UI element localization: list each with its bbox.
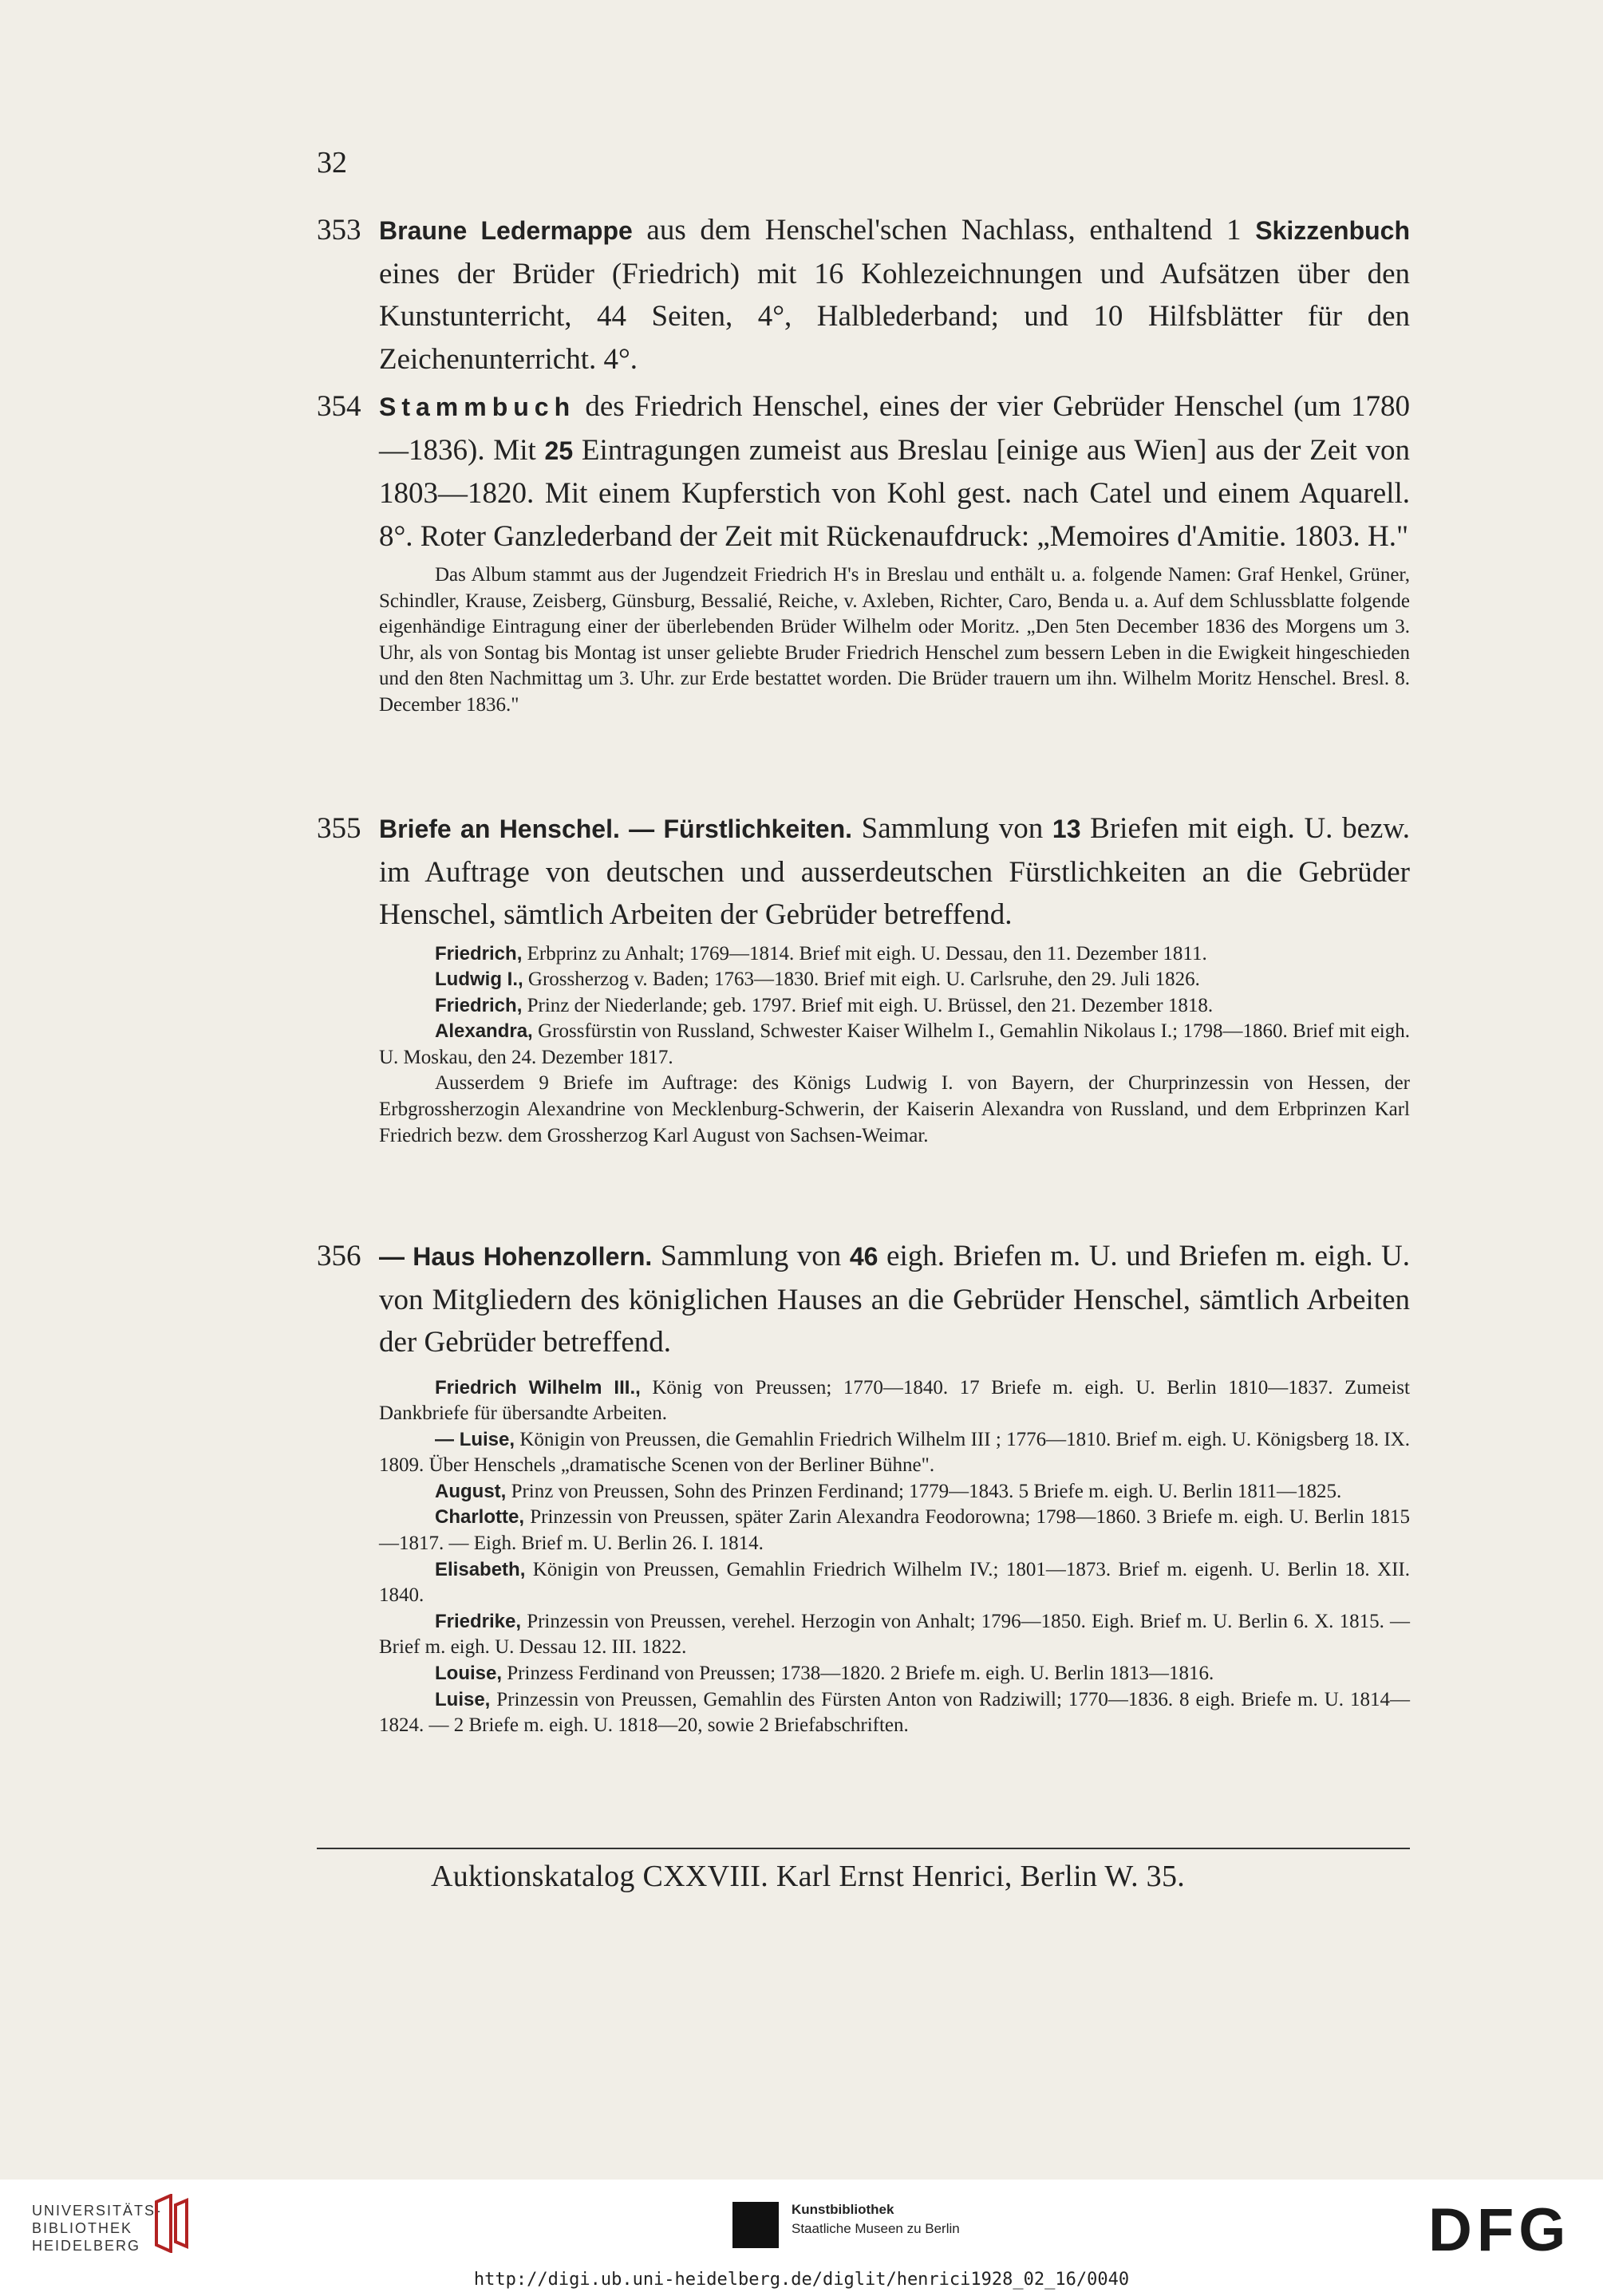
lot-number: 356 xyxy=(317,1240,361,1272)
entry xyxy=(379,1557,1410,1609)
entry-text: Königin von Preussen, Gemahlin Friedrich Wilhelm IV.; 1801—1873. Brief m. eigenh. U. Berlin 18. XII. 1840. xyxy=(379,1558,1410,1607)
lot-354-note xyxy=(317,562,1410,719)
entry xyxy=(379,1019,1410,1071)
lot-body: eines der Brüder (Friedrich) mit 16 Kohlezeichnungen und Aufsätzen über den Kunstunterricht, 44 Seiten, 4°, Halblederband; und 10 Hilfsblätter für den Zeichenunterricht. 4°. xyxy=(379,257,1410,376)
entry xyxy=(379,967,1410,993)
entry-text: Grossfürstin von Russland, Schwester Kaiser Wilhelm I., Gemahlin Nikolaus I.; 1798—1860. Brief mit eigh. U. Moskau, den 24. Dezember 1817. xyxy=(379,1020,1410,1068)
entry-name: Friedrich Wilhelm III., xyxy=(435,1376,641,1399)
lot-body: Eintragungen zumeist aus Breslau [einige aus Wien] aus der Zeit von 1803—1820. Mit einem Kupferstich von Kohl gest. nach Catel und einem Aquarell. 8°. Roter Ganzlederband der Zeit mit Rückenaufdruck: „Memoires d'Amitie. 1803. H." xyxy=(379,433,1410,553)
lot-bold: Skizzenbuch xyxy=(1255,216,1410,245)
kb-subtitle: Staatliche Museen zu Berlin xyxy=(792,2221,960,2236)
ub-line: BIBLIOTHEK xyxy=(32,2220,133,2236)
entry-text: Königin von Preussen, die Gemahlin Friedrich Wilhelm III ; 1776—1810. Brief m. eigh. U. Königsberg 18. IX. 1809. Über Henschels „dramatische Scenen von der Berliner Bühne". xyxy=(379,1428,1410,1477)
kunstbibliothek-logo-icon[interactable] xyxy=(732,2202,779,2248)
entry xyxy=(379,1375,1410,1427)
lot-body: Briefen mit eigh. U. bezw. im Auftrage von deutschen und ausserdeutschen Fürstlichkeiten an die Gebrüder Henschel, sämtlich Arbeiten der Gebrüder betreffend. xyxy=(379,812,1411,931)
entry-name: Ludwig I., xyxy=(435,969,523,991)
entry-name: Alexandra, xyxy=(435,1020,533,1043)
entry xyxy=(379,1687,1410,1739)
entry-name: Friedrike, xyxy=(435,1610,522,1632)
entry xyxy=(379,1609,1410,1661)
ub-line: UNIVERSITÄTS- xyxy=(32,2203,163,2219)
entry-name: August, xyxy=(435,1480,507,1502)
lot-356-text xyxy=(317,1235,1410,1364)
entry-text: Grossherzog v. Baden; 1763—1830. Brief mit eigh. U. Carlsruhe, den 29. Juli 1826. xyxy=(523,969,1200,991)
lot-title: Stammbuch xyxy=(379,393,576,421)
entry xyxy=(379,1071,1410,1149)
lot-bold: 25 xyxy=(544,436,574,465)
entry-text: Prinzessin von Preussen, später Zarin Alexandra Feodorowna; 1798—1860. 3 Briefe m. eigh. U. Berlin 1815—1817. — Eigh. Brief m. U. Berlin 26. I. 1814. xyxy=(379,1506,1410,1555)
lot-353 xyxy=(317,209,1410,381)
dfg-logo[interactable]: DFG xyxy=(1428,2196,1571,2264)
kunstbibliothek-label[interactable] xyxy=(792,2200,960,2239)
lot-355-entries xyxy=(317,941,1410,1150)
lot-title: Briefe an Henschel. — Fürstlichkeiten. xyxy=(379,815,852,843)
entry-name: Louise, xyxy=(435,1663,503,1685)
entry-text: Ausserdem 9 Briefe im Auftrage: des Königs Ludwig I. von Bayern, der Churprinzessin von Hessen, der Erbgrossherzogin Alexandrine von Mecklenburg-Schwerin, der Kaiserin Alexandra von Russland, und dem Erbprinzen Karl Friedrich bezw. dem Grossherzog Karl August von Sachsen-Weimar. xyxy=(379,1072,1410,1146)
kb-title: Kunstbibliothek xyxy=(792,2202,894,2217)
lot-title: — Haus Hohenzollern. xyxy=(379,1242,653,1271)
lot-body: aus dem Henschel'schen Nachlass, enthaltend 1 xyxy=(632,214,1256,247)
entry-name: Friedrich, xyxy=(435,942,523,965)
lot-354-text xyxy=(317,385,1410,558)
catalog-footer: Auktionskatalog CXXVIII. Karl Ernst Henrici, Berlin W. 35. xyxy=(431,1860,1186,1893)
lot-356 xyxy=(317,1235,1410,1739)
lot-354 xyxy=(317,385,1410,719)
lot-body: Sammlung von xyxy=(652,1240,850,1272)
entry-name: Luise, xyxy=(435,1688,491,1710)
note-text: Das Album stammt aus der Jugendzeit Friedrich H's in Breslau und enthält u. a. folgende Namen: Graf Henkel, Grüner, Schindler, Krause, Zeisberg, Günsburg, Bessalié, Reiche, v. Axleben, Richter, Caro, Benda u. a. Auf dem Schlussblatte folgende eigenhändige Eintragung einer der überlebenden Brüder Wilhelm oder Moritz. „Den 5ten December 1836 des Morgens um 3. Uhr, als von Sontag bis Montag ist unser geliebte Bruder Friedrich Henschel zum bessern Leben in die Ewigkeit hingeschieden und den 8ten Nachmittag um 3. Uhr. zur Erde bestattet worden. Die Brüder trauern um ihn. Wilhelm Moritz Henschel. Bresl. 8. December 1836." xyxy=(379,564,1410,716)
lot-body: eigh. Briefen m. U. und Briefen m. eigh. U. von Mitgliedern des königlichen Hauses an die Gebrüder Henschel, sämtlich Arbeiten der Gebrüder betreffend. xyxy=(379,1240,1411,1359)
entry xyxy=(379,1427,1410,1479)
page-number: 32 xyxy=(317,146,347,179)
entry-text: Prinzess Ferdinand von Preussen; 1738—1820. 2 Briefe m. eigh. U. Berlin 1813—1816. xyxy=(502,1663,1214,1685)
lot-353-text xyxy=(317,209,1410,381)
entry xyxy=(379,1661,1410,1687)
ub-heidelberg-label[interactable] xyxy=(32,2202,162,2255)
lot-number: 353 xyxy=(317,214,361,247)
lot-number: 355 xyxy=(317,812,361,845)
lot-title: Braune Ledermappe xyxy=(379,216,633,245)
entry xyxy=(379,1479,1410,1505)
lot-bold: 46 xyxy=(849,1242,878,1271)
entry xyxy=(379,993,1410,1020)
lot-body: Sammlung von xyxy=(852,812,1052,845)
lot-bold: 13 xyxy=(1052,815,1081,843)
lot-body: des Friedrich Henschel, eines der vier Gebrüder Henschel (um 1780—1836). Mit xyxy=(379,390,1410,467)
lot-number: 354 xyxy=(317,390,361,423)
entry xyxy=(379,941,1410,968)
entry xyxy=(379,1505,1410,1556)
lot-355-text xyxy=(317,807,1410,937)
ub-line: HEIDELBERG xyxy=(32,2238,141,2254)
entry-name: — Luise, xyxy=(435,1428,515,1450)
ub-heidelberg-logo-icon[interactable] xyxy=(153,2194,190,2253)
entry-name: Charlotte, xyxy=(435,1506,525,1529)
lot-356-entries xyxy=(317,1375,1410,1739)
page-url[interactable]: http://digi.ub.uni-heidelberg.de/diglit/henrici1928_02_16/0040 xyxy=(473,2270,1130,2290)
entry-text: Prinz von Preussen, Sohn des Prinzen Ferdinand; 1779—1843. 5 Briefe m. eigh. U. Berlin 1811—1825. xyxy=(506,1480,1342,1502)
entry-text: Erbprinz zu Anhalt; 1769—1814. Brief mit eigh. U. Dessau, den 11. Dezember 1811. xyxy=(522,942,1207,965)
entry-text: Prinzessin von Preussen, verehel. Herzogin von Anhalt; 1796—1850. Eigh. Brief m. U. Berlin 6. X. 1815. — Brief m. eigh. U. Dessau 12. III. 1822. xyxy=(379,1610,1410,1659)
entry-text: Prinz der Niederlande; geb. 1797. Brief mit eigh. U. Brüssel, den 21. Dezember 1818. xyxy=(522,994,1214,1016)
entry-name: Elisabeth, xyxy=(435,1558,526,1580)
entry-name: Friedrich, xyxy=(435,994,523,1016)
entry-text: König von Preussen; 1770—1840. 17 Briefe m. eigh. U. Berlin 1810—1837. Zumeist Dankbriefe für übersandte Arbeiten. xyxy=(379,1376,1410,1425)
footer-rule xyxy=(317,1848,1410,1849)
entry-text: Prinzessin von Preussen, Gemahlin des Fürsten Anton von Radziwill; 1770—1836. 8 eigh. Briefe m. U. 1814—1824. — 2 Briefe m. eigh. U. 1818—20, sowie 2 Briefabschriften. xyxy=(379,1688,1410,1737)
lot-355 xyxy=(317,807,1410,1149)
